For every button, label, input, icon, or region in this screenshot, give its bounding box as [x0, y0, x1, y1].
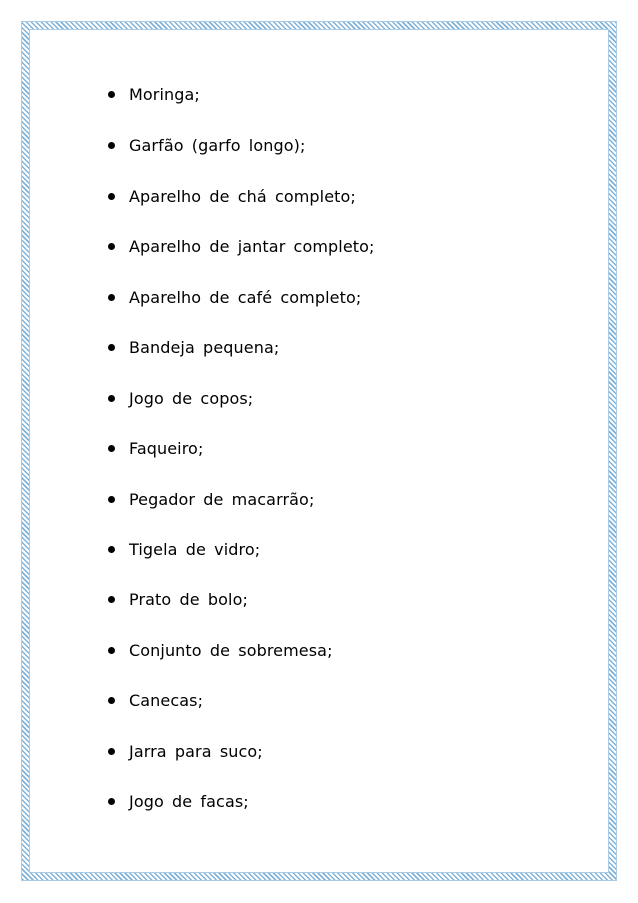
list-item	[108, 335, 279, 359]
bullet-icon	[108, 193, 115, 200]
bullet-icon	[108, 395, 115, 402]
list-item-text: Jarra para suco;	[129, 741, 263, 761]
bullet-icon	[108, 243, 115, 250]
bullet-icon	[108, 294, 115, 301]
list-item	[108, 739, 263, 763]
list-item	[108, 537, 260, 561]
list-item-text: Faqueiro;	[129, 438, 204, 458]
list-item	[108, 386, 253, 410]
list-item	[108, 436, 203, 460]
list-item-text: Jogo de facas;	[129, 791, 249, 811]
list-item	[108, 285, 361, 309]
bullet-icon	[108, 344, 115, 351]
bullet-icon	[108, 748, 115, 755]
bullet-icon	[108, 546, 115, 553]
list-item	[108, 133, 305, 157]
list-item	[108, 789, 249, 813]
bullet-icon	[108, 142, 115, 149]
list-item	[108, 587, 248, 611]
list-item-text: Canecas;	[129, 690, 204, 710]
list-item	[108, 234, 375, 258]
bullet-icon	[108, 798, 115, 805]
bullet-icon	[108, 496, 115, 503]
bullet-icon	[108, 596, 115, 603]
bullet-icon	[108, 445, 115, 452]
bullet-icon	[108, 697, 115, 704]
list-item	[108, 82, 200, 106]
list-item	[108, 638, 333, 662]
list-item-text: Aparelho de chá completo;	[129, 186, 356, 206]
list-item-text: Prato de bolo;	[129, 589, 248, 609]
list-item-text: Moringa;	[129, 84, 200, 104]
list-item-text: Aparelho de café completo;	[129, 287, 362, 307]
list-item-text: Pegador de macarrão;	[129, 489, 315, 509]
bullet-icon	[108, 647, 115, 654]
list-item-text: Jogo de copos;	[129, 388, 254, 408]
list-item-text: Aparelho de jantar completo;	[129, 236, 375, 256]
list-item	[108, 487, 314, 511]
bullet-icon	[108, 91, 115, 98]
list-item	[108, 688, 203, 712]
list-item-text: Conjunto de sobremesa;	[129, 640, 333, 660]
list-item-text: Garfão (garfo longo);	[129, 135, 306, 155]
list-item-text: Tigela de vidro;	[129, 539, 261, 559]
list-item	[108, 184, 356, 208]
list-item-text: Bandeja pequena;	[129, 337, 280, 357]
